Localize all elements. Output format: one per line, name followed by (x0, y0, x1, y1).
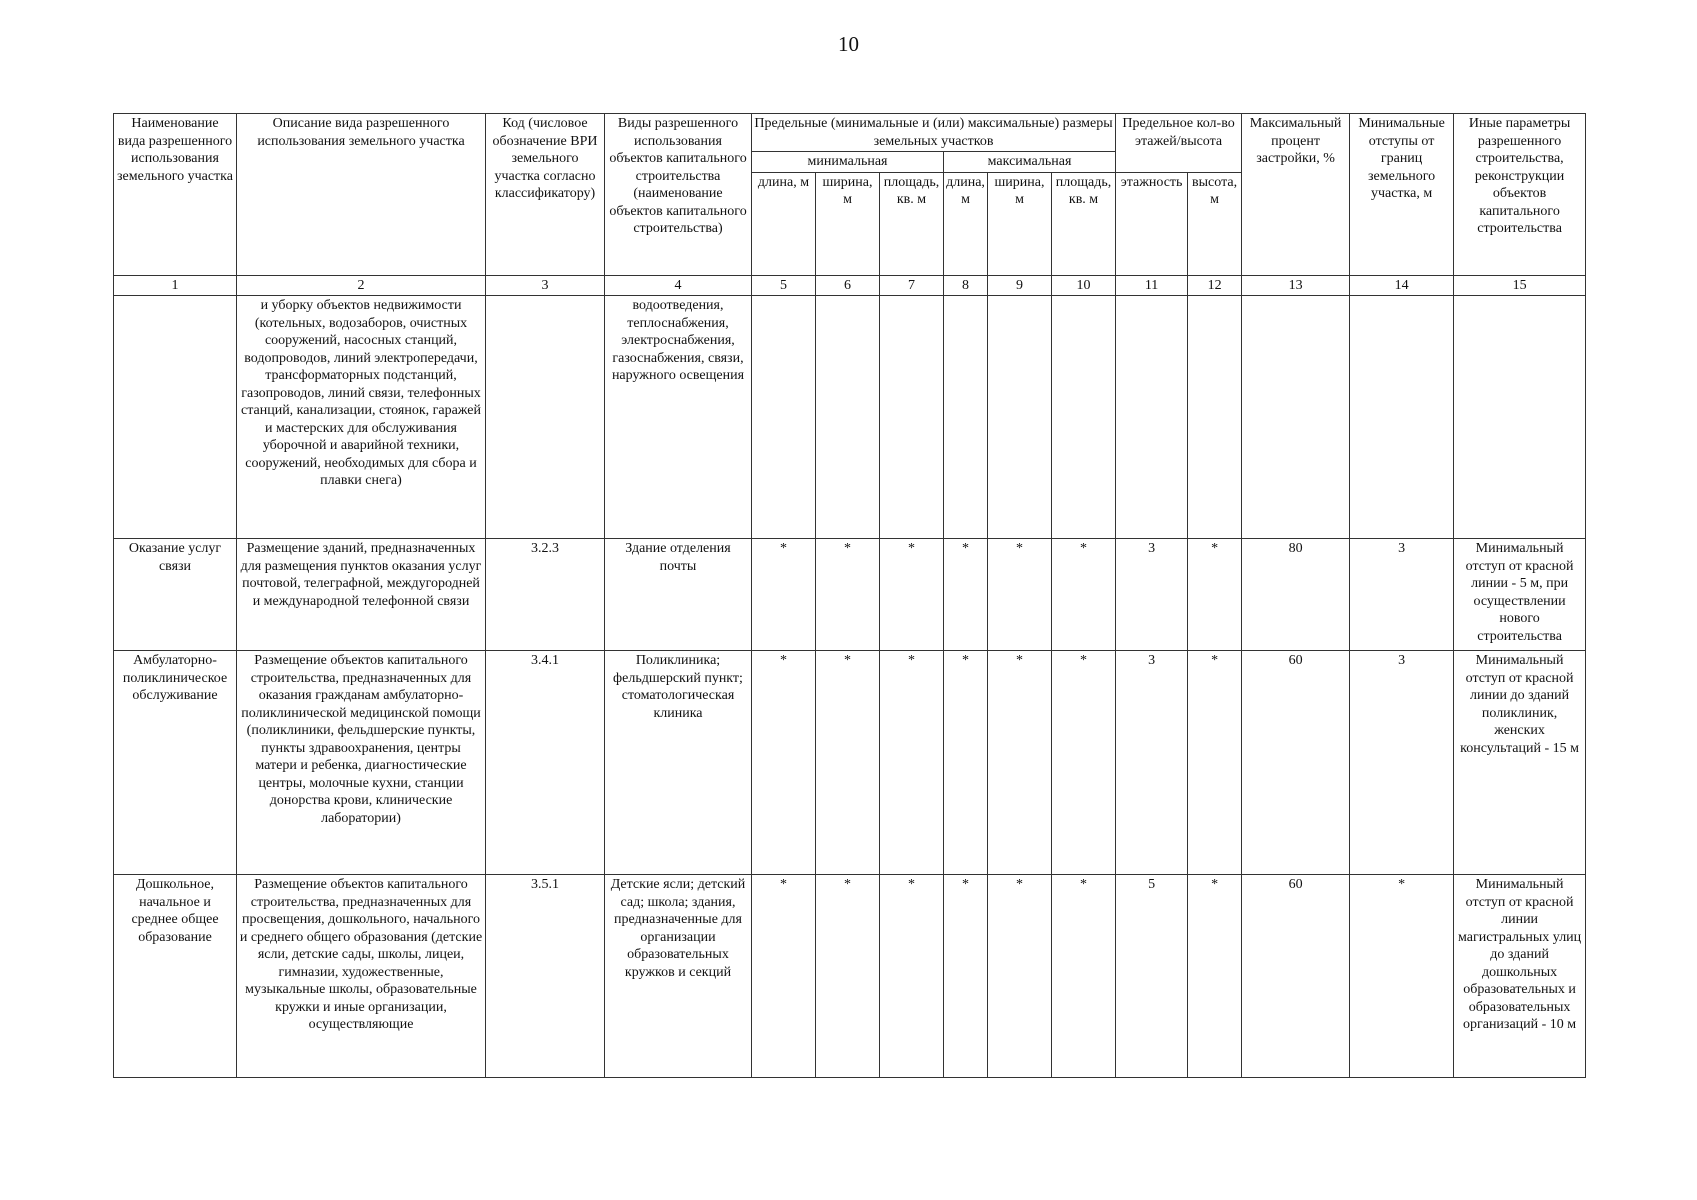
cell-value: * (816, 539, 880, 651)
cell-other: Минимальный отступ от красной линии до зданий поликлиник, женских консультаций - 15 м (1454, 651, 1586, 875)
cell-value: * (752, 539, 816, 651)
column-number: 1 (114, 275, 237, 296)
cell-value: * (1052, 875, 1116, 1078)
cell-other: Минимальный отступ от красной линии магистральных улиц до зданий дошкольных образовательных и образовательных организаций - 10 м (1454, 875, 1586, 1078)
header-objects: Виды разрешенного использования объектов капитального строительства (наименование объектов капитального строительства) (605, 114, 752, 276)
cell-value: * (880, 651, 944, 875)
cell-name: Амбулаторно-поликлиническое обслуживание (114, 651, 237, 875)
header-max-percent: Максимальный процент застройки, % (1242, 114, 1350, 276)
column-number: 12 (1188, 275, 1242, 296)
cell-value (988, 296, 1052, 539)
cell-value: 60 (1242, 875, 1350, 1078)
cell-value: 3 (1350, 651, 1454, 875)
cell-description: и уборку объектов недвижимости (котельных, водозаборов, очистных сооружений, насосных станций, водопроводов, линий электропередачи, трансформаторных подстанций, газопроводов, линий связи, телефонных станций, канализации, стоянок, гаражей и мастерских для обслуживания уборочной и аварийной техники, сооружений, необходимых для сбора и плавки снега) (237, 296, 486, 539)
header-size-group: Предельные (минимальные и (или) максимальные) размеры земельных участков (752, 114, 1116, 152)
cell-value: * (988, 875, 1052, 1078)
cell-value: * (816, 875, 880, 1078)
column-number: 15 (1454, 275, 1586, 296)
cell-value: * (880, 875, 944, 1078)
cell-name (114, 296, 237, 539)
column-number: 3 (486, 275, 605, 296)
header-min-length: длина, м (752, 172, 816, 275)
cell-name: Оказание услуг связи (114, 539, 237, 651)
land-use-table (113, 113, 1586, 1078)
cell-value: * (752, 875, 816, 1078)
column-number: 6 (816, 275, 880, 296)
cell-value (1242, 296, 1350, 539)
cell-value (1188, 296, 1242, 539)
cell-value: * (1052, 651, 1116, 875)
cell-value: * (988, 539, 1052, 651)
column-number: 14 (1350, 275, 1454, 296)
cell-value: 60 (1242, 651, 1350, 875)
cell-value: 3 (1350, 539, 1454, 651)
header-height: высота, м (1188, 172, 1242, 275)
header-code: Код (числовое обозначение ВРИ земельного участка согласно классификатору) (486, 114, 605, 276)
header-max-area: площадь, кв. м (1052, 172, 1116, 275)
cell-value: * (752, 651, 816, 875)
cell-other (1454, 296, 1586, 539)
cell-objects: Поликлиника; фельдшерский пункт; стоматологическая клиника (605, 651, 752, 875)
header-floors-group: Предельное кол-во этажей/высота (1116, 114, 1242, 173)
column-number: 4 (605, 275, 752, 296)
header-max-length: длина, м (944, 172, 988, 275)
cell-value (1350, 296, 1454, 539)
cell-value (880, 296, 944, 539)
cell-value: * (988, 651, 1052, 875)
cell-value (1052, 296, 1116, 539)
column-number: 8 (944, 275, 988, 296)
header-min-width: ширина, м (816, 172, 880, 275)
header-floors: этажность (1116, 172, 1188, 275)
column-number: 9 (988, 275, 1052, 296)
page-number: 10 (838, 32, 859, 56)
cell-other: Минимальный отступ от красной линии - 5 м, при осуществлении нового строительства (1454, 539, 1586, 651)
cell-code: 3.4.1 (486, 651, 605, 875)
column-number: 5 (752, 275, 816, 296)
cell-value: * (944, 651, 988, 875)
cell-name: Дошкольное, начальное и среднее общее образование (114, 875, 237, 1078)
header-min-group: минимальная (752, 152, 944, 173)
cell-value: * (1350, 875, 1454, 1078)
table-row (114, 651, 1586, 875)
column-number: 10 (1052, 275, 1116, 296)
column-number: 11 (1116, 275, 1188, 296)
cell-value: * (1052, 539, 1116, 651)
table-row (114, 539, 1586, 651)
table-row (114, 875, 1586, 1078)
cell-value (944, 296, 988, 539)
header-min-area: площадь, кв. м (880, 172, 944, 275)
column-number: 2 (237, 275, 486, 296)
cell-value: * (880, 539, 944, 651)
cell-code: 3.5.1 (486, 875, 605, 1078)
cell-objects: Здание отделения почты (605, 539, 752, 651)
column-number: 7 (880, 275, 944, 296)
header-max-width: ширина, м (988, 172, 1052, 275)
table-row (114, 296, 1586, 539)
cell-value: * (944, 539, 988, 651)
cell-value: * (1188, 651, 1242, 875)
cell-value (816, 296, 880, 539)
cell-objects: водоотведения, теплоснабжения, электроснабжения, газоснабжения, связи, наружного освещения (605, 296, 752, 539)
cell-value: * (1188, 539, 1242, 651)
cell-value (1116, 296, 1188, 539)
cell-objects: Детские ясли; детский сад; школа; здания, предназначенные для организации образовательных кружков и секций (605, 875, 752, 1078)
cell-value: 3 (1116, 651, 1188, 875)
header-min-setbacks: Минимальные отступы от границ земельного участка, м (1350, 114, 1454, 276)
cell-description: Размещение объектов капитального строительства, предназначенных для оказания гражданам амбулаторно-поликлинической медицинской помощи (поликлиники, фельдшерские пункты, пункты здравоохранения, центры матери и ребенка, диагностические центры, молочные кухни, станции донорства крови, клинические лаборатории) (237, 651, 486, 875)
header-max-group: максимальная (944, 152, 1116, 173)
header-other-params: Иные параметры разрешенного строительства, реконструкции объектов капитального строительства (1454, 114, 1586, 276)
cell-value: * (816, 651, 880, 875)
header-name: Наименование вида разрешенного использования земельного участка (114, 114, 237, 276)
cell-value: * (1188, 875, 1242, 1078)
cell-description: Размещение зданий, предназначенных для размещения пунктов оказания услуг почтовой, телеграфной, междугородней и международной телефонной связи (237, 539, 486, 651)
cell-value (752, 296, 816, 539)
cell-value: 3 (1116, 539, 1188, 651)
cell-code (486, 296, 605, 539)
cell-value: 5 (1116, 875, 1188, 1078)
header-description: Описание вида разрешенного использования земельного участка (237, 114, 486, 276)
cell-value: 80 (1242, 539, 1350, 651)
cell-value: * (944, 875, 988, 1078)
cell-description: Размещение объектов капитального строительства, предназначенных для просвещения, дошкольного, начального и среднего общего образования (детские ясли, детские сады, школы, лицеи, гимназии, художественные, музыкальные школы, образовательные кружки и иные организации, осуществляющие (237, 875, 486, 1078)
cell-code: 3.2.3 (486, 539, 605, 651)
column-number: 13 (1242, 275, 1350, 296)
